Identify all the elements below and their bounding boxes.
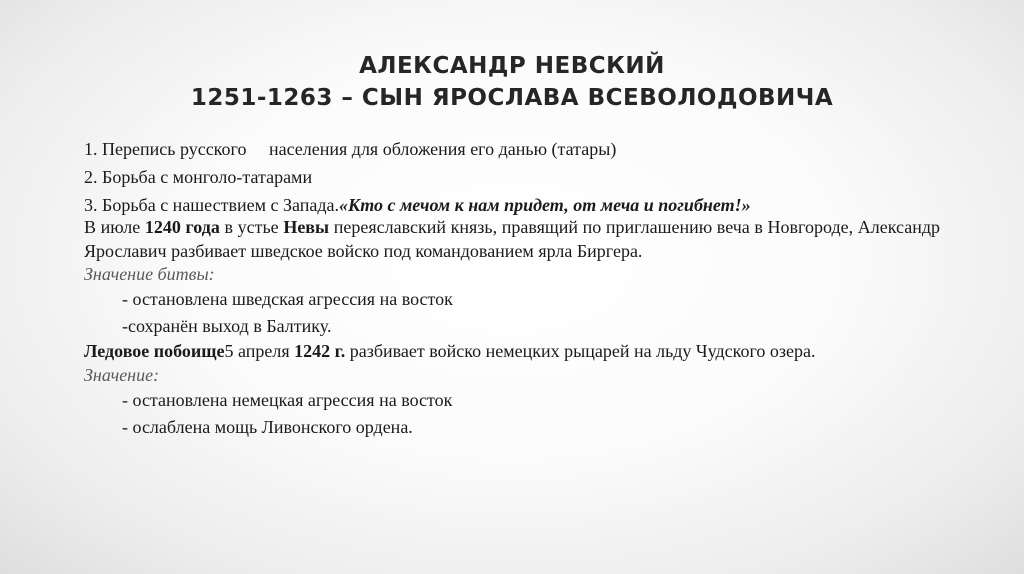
title-line-2: 1251-1263 – СЫН ЯРОСЛАВА ВСЕВОЛОДОВИЧА xyxy=(190,85,834,111)
neva-bullet-1: - остановлена шведская агрессия на восток xyxy=(122,289,453,309)
list-item-3-text: 3. Борьба с нашествием с Запада. xyxy=(84,195,339,215)
list-item-3 xyxy=(84,192,940,218)
ice-text-2: разбивает войско немецких рыцарей на льду Чудского озера. xyxy=(345,341,816,361)
neva-text-3: переяславский князь, правящий по приглашению веча в Новгороде, Александр Ярославич разбивает шведское войско под командованием ярла Биргера. xyxy=(84,217,941,261)
neva-bullet-2: -сохранён выход в Балтику. xyxy=(122,316,332,336)
list-item-3-quote: «Кто с мечом к нам придет, от меча и погибнет!» xyxy=(339,195,751,215)
list-item-1 xyxy=(84,136,940,162)
list-item-1-start: 1. Перепись русского xyxy=(84,139,247,159)
ice-bullet-1: - остановлена немецкая агрессия на восток xyxy=(122,389,453,410)
list-item-1-end: населения для обложения его данью (татары) xyxy=(268,139,617,159)
neva-significance-label: Значение битвы: xyxy=(84,264,215,284)
list-item-2: 2. Борьба с монголо-татарами xyxy=(84,167,313,187)
ice-battle-name: Ледовое побоище xyxy=(84,341,225,361)
neva-date: 1240 года xyxy=(144,217,220,237)
slide-title xyxy=(0,50,1024,114)
ice-bullet-2: - ослаблена мощь Ливонского ордена. xyxy=(122,416,413,437)
neva-paragraph xyxy=(84,216,940,263)
slide-content xyxy=(84,136,940,441)
ice-date: 1242 г. xyxy=(294,341,346,361)
ice-paragraph xyxy=(84,340,940,364)
ice-text-1: 5 апреля xyxy=(224,341,295,361)
neva-text-2: в устье xyxy=(219,217,284,237)
ice-significance-label: Значение: xyxy=(84,364,160,385)
neva-text-1: В июле xyxy=(84,217,145,237)
neva-river: Невы xyxy=(283,217,330,237)
title-line-1: АЛЕКСАНДР НЕВСКИЙ xyxy=(359,53,665,79)
